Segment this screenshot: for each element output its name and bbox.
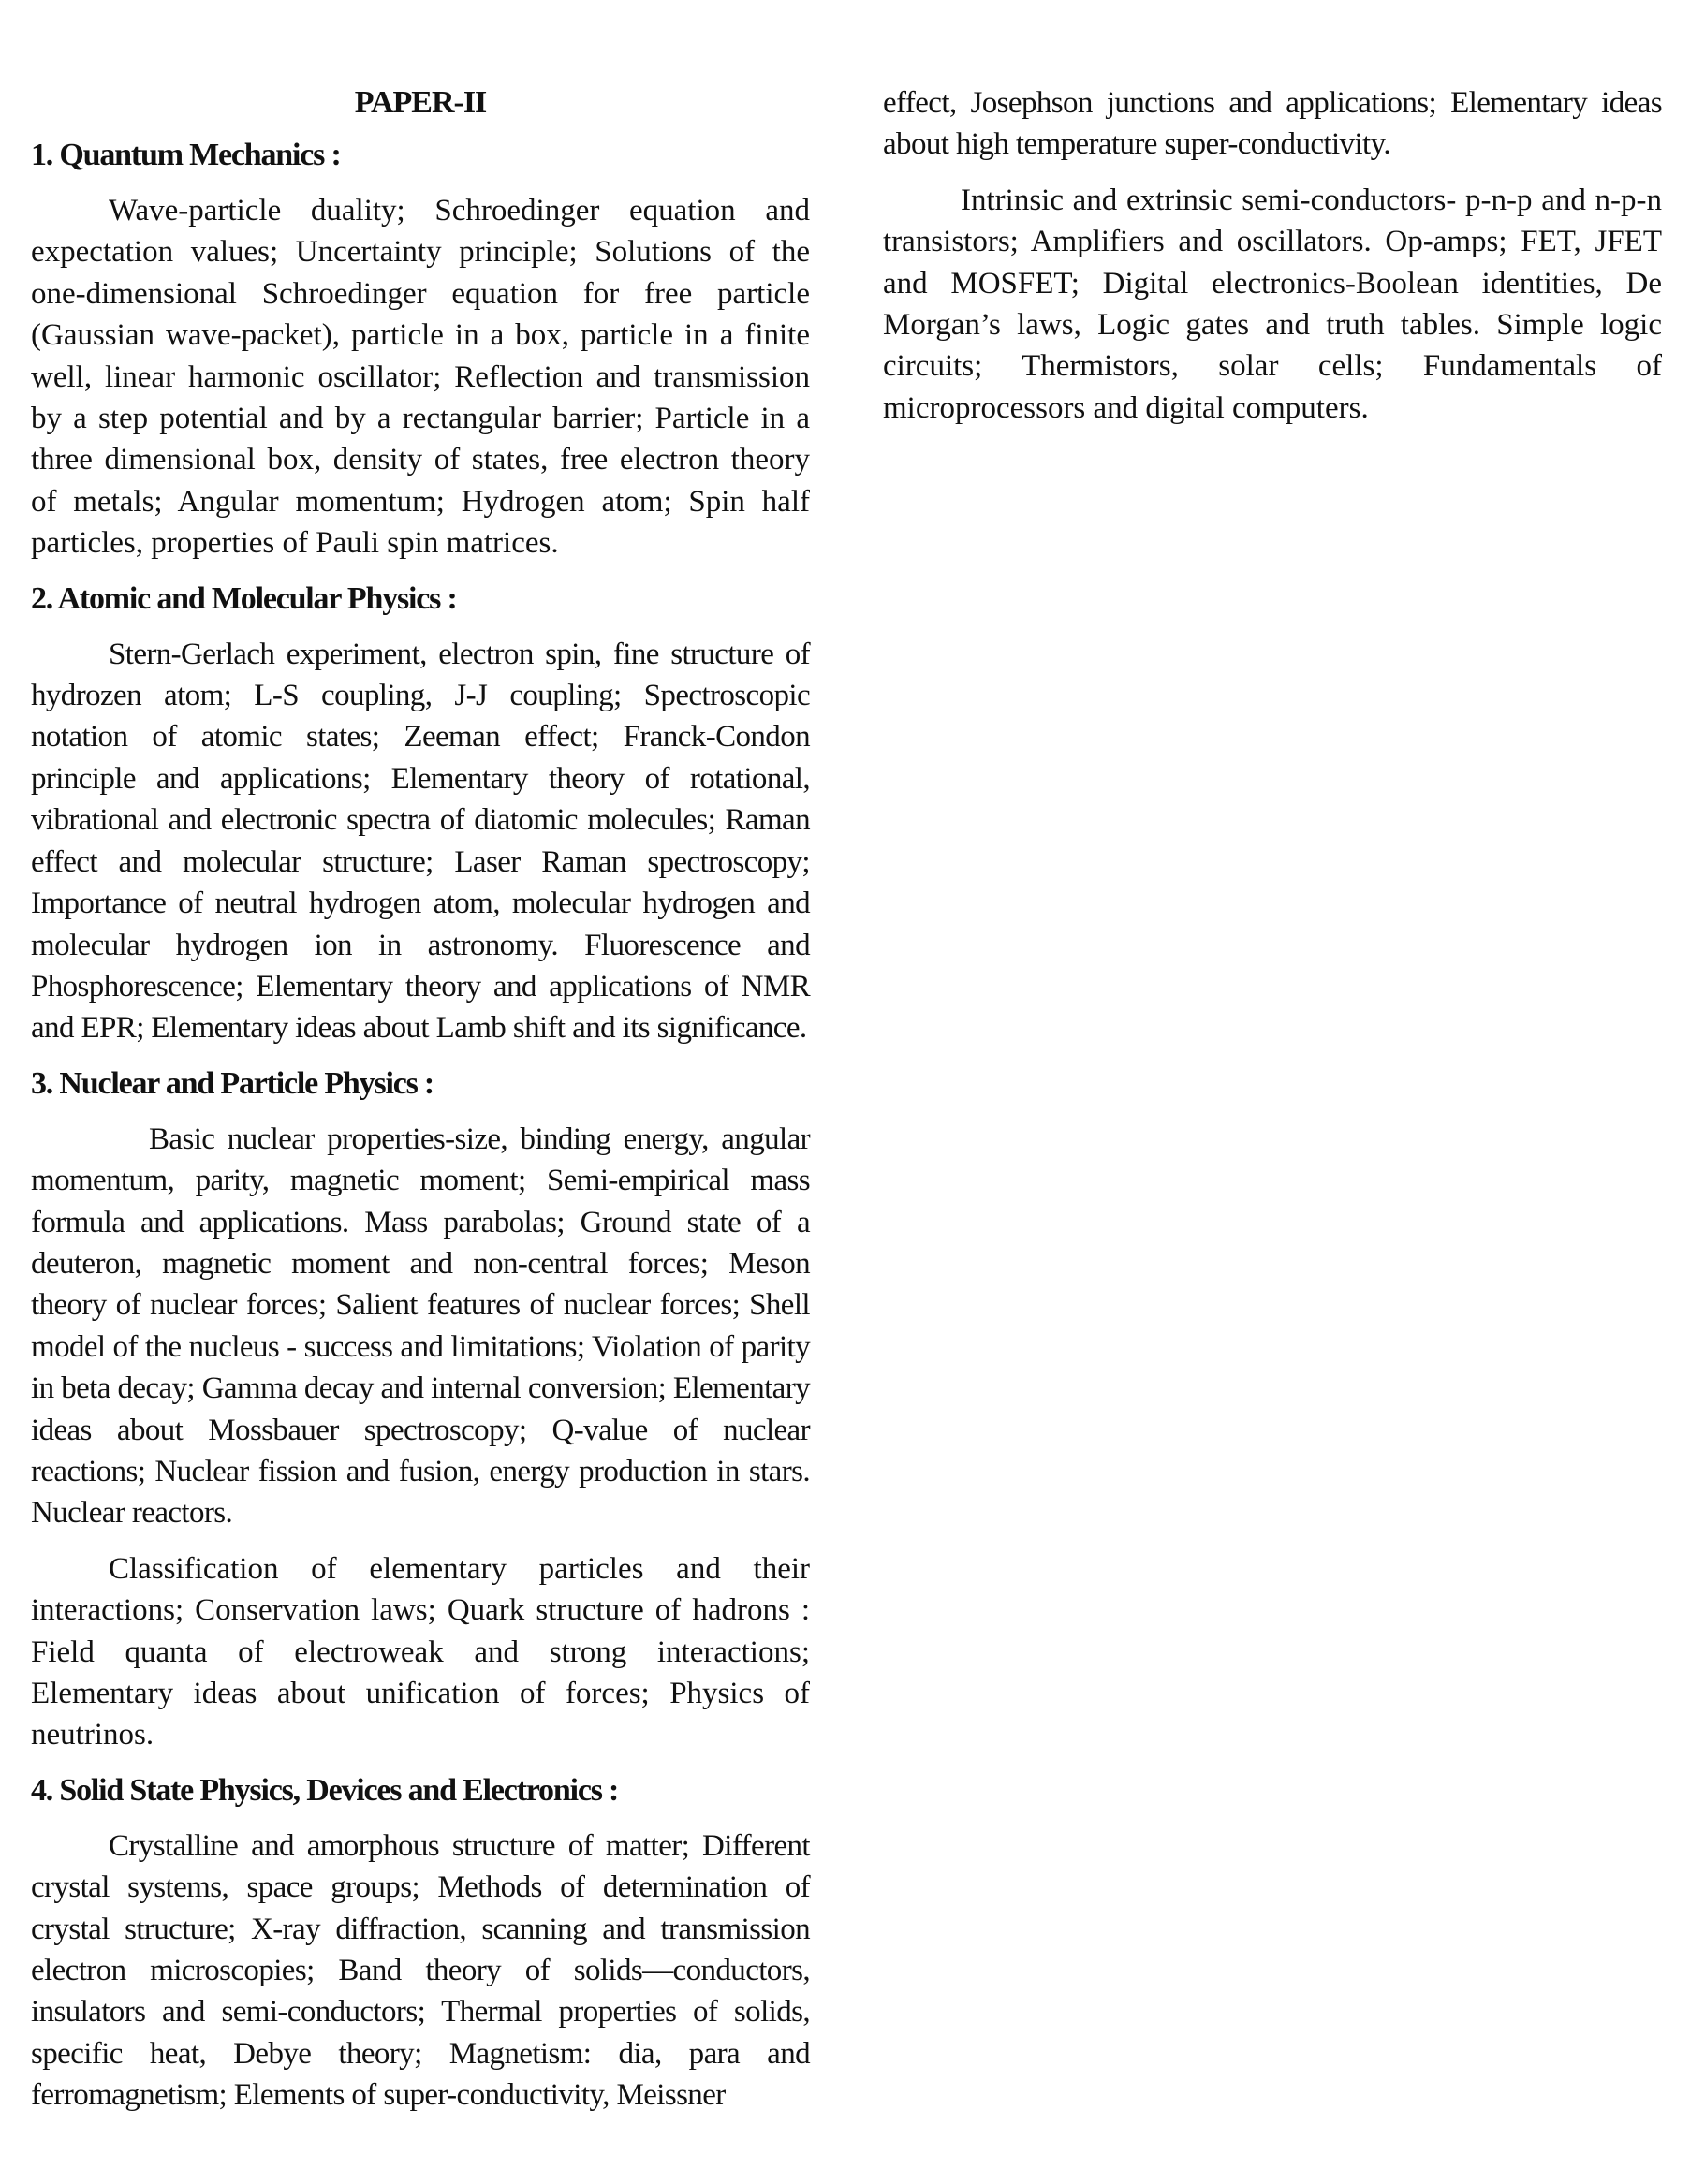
paragraph-crystalline-structure: Crystalline and amorphous structure of matter; Different crystal systems, space groups; Methods of determination of crystal structure; X-ray diffraction, scanning and transmission electron microscopies; Band theory of solids—conductors, insulators and semi-conductors; Thermal properties of solids, specific heat, Debye theory; Magnetism: dia, para and ferromagnetism; Elements of super-conductivity, Meissner	[31, 1828, 810, 2113]
section-heading-quantum-mechanics: 1. Quantum Mechanics :	[31, 138, 341, 172]
paragraph-nuclear-properties: Basic nuclear properties-size, binding energy, angular momentum, parity, magnetic moment; Semi-empirical mass formula and applications. Mass parabolas; Ground state of a deuteron, magnetic moment and non-central forces; Meson theory of nuclear forces; Salient features of nuclear forces; Shell model of the nucleus - success and limitations; Violation of parity in beta decay; Gamma decay and internal conversion; Elementary ideas about Mossbauer spectroscopy; Q-value of nuclear reactions; Nuclear fission and fusion, energy production in stars. Nuclear reactors.	[31, 1121, 810, 1531]
paper-title: PAPER-II	[354, 85, 487, 120]
paragraph-semiconductors: Intrinsic and extrinsic semi-conductors- p-n-p and n-p-n transistors; Amplifiers and oscillators. Op-amps; FET, JFET and MOSFET; Digital electronics-Boolean identities, De Morgan’s laws, Logic gates and truth tables. Simple logic circuits; Thermistors, solar cells; Fundamentals of microprocessors and digital computers.	[883, 183, 1662, 425]
right-column	[883, 82, 1662, 443]
left-column	[31, 82, 810, 2131]
section-heading-nuclear-particle-physics: 3. Nuclear and Particle Physics :	[31, 1065, 434, 1101]
section-heading-solid-state-physics: 4. Solid State Physics, Devices and Electronics :	[31, 1772, 619, 1808]
section-heading-atomic-molecular-physics: 2. Atomic and Molecular Physics :	[31, 580, 457, 616]
paragraph-josephson-continued: effect, Josephson junctions and applications; Elementary ideas about high temperature super-conductivity.	[883, 86, 1662, 162]
paragraph-elementary-particles: Classification of elementary particles and their interactions; Conservation laws; Quark structure of hadrons : Field quanta of electroweak and strong interactions; Elementary ideas about unification of forces; Physics of neutrinos.	[31, 1551, 810, 1752]
paragraph-quantum-mechanics: Wave-particle duality; Schroedinger equation and expectation values; Uncertainty principle; Solutions of the one-dimensional Schroedinger equation for free particle (Gaussian wave-packet), particle in a box, particle in a finite well, linear harmonic oscillator; Reflection and transmission by a step potential and by a rectangular barrier; Particle in a three dimensional box, density of states, free electron theory of metals; Angular momentum; Hydrogen atom; Spin half particles, properties of Pauli spin matrices.	[31, 194, 810, 561]
paragraph-atomic-molecular-physics: Stern-Gerlach experiment, electron spin, fine structure of hydrozen atom; L-S coupling, J-J coupling; Spectroscopic notation of atomic states; Zeeman effect; Franck-Condon principle and applications; Elementary theory of rotational, vibrational and electronic spectra of diatomic molecules; Raman effect and molecular structure; Laser Raman spectroscopy; Importance of neutral hydrogen atom, molecular hydrogen and molecular hydrogen ion in astronomy. Fluorescence and Phosphorescence; Elementary theory and applications of NMR and EPR; Elementary ideas about Lamb shift and its significance.	[31, 637, 810, 1046]
